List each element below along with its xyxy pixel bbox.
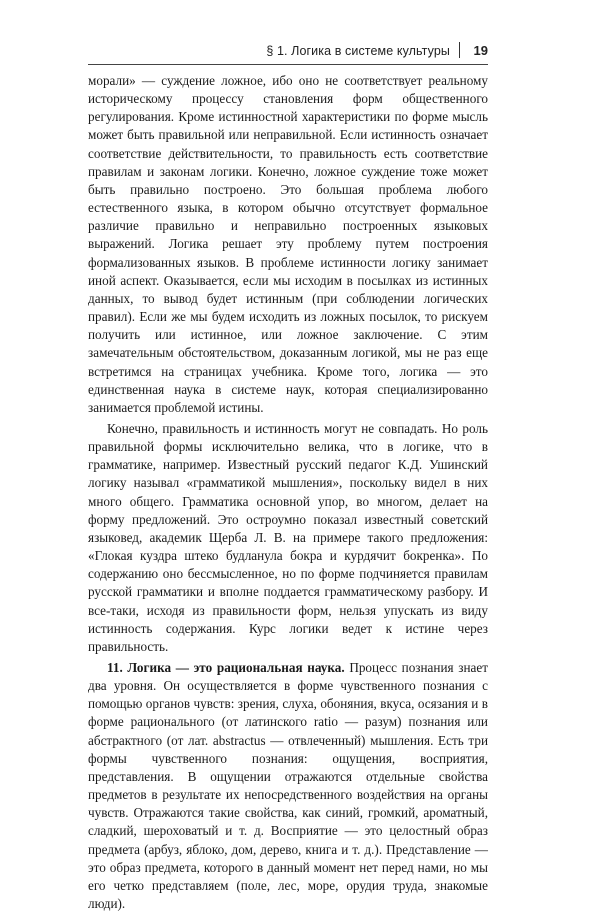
book-page (88, 40, 488, 913)
paragraph-2: Конечно, правильность и истинность могут не совпадать. Но роль правильной формы исключительно велика, что в логике, что в грамматике, например. Известный русский педагог К.Д. Ушинский логику называл «грамматикой мышления», поскольку видел в них много общего. Грамматика основной упор, во многом, делает на форму предложений. Это остроумно показал известный советский языковед, академик Щерба Л. В. на примере такого предложения: «Глокая куздра штеко будланула бокра и курдячит бокренка». По содержанию оно бессмысленное, но по форме подчиняется правилам русской грамматики и вполне поддается грамматическому разбору. И все-таки, исходя из правильности форм, нельзя упускать из виду истинность содержания. Курс логики ведет к истине через правильность. (88, 420, 488, 654)
body-text (88, 72, 488, 913)
section-title: § 1. Логика в системе культуры (266, 44, 450, 58)
running-header (88, 40, 488, 65)
paragraph-3-text: Процесс познания знает два уровня. Он осуществляется в форме чувственного познания с помощью органов чувств: зрения, слуха, обоняния, вкуса, осязания и в форме рационального (от латинского ratio — разум) познания или абстрактного (от лат. abstractus — отвлеченный) мышления. Есть три формы чувственного познания: ощущения, восприятия, представления. В ощущении отражаются отдельные свойства предметов в результате их непосредственного воздействия на органы чувств. Отражаются такие свойства, как синий, громкий, ароматный, сладкий, шероховатый и т. д. Восприятие — это целостный образ предмета (арбуз, яблоко, дом, дерево, книга и т. д.). Представление — это образ предмета, которого в данный момент нет перед нами, но мы его четко представляем (поле, лес, море, орудия труда, знакомые люди). (88, 660, 488, 912)
header-separator (459, 42, 460, 58)
paragraph-3 (88, 659, 488, 913)
page-number: 19 (473, 43, 488, 58)
paragraph-1: морали» — суждение ложное, ибо оно не соответствует реальному историческому процессу становления форм общественного регулирования. Кроме истинностной характеристики по форме мысль может быть правильной или неправильной. Если истинность означает соответствие действительности, то правильность есть соответствие правилам и законам логики. Конечно, ложное суждение тоже может быть правильно построено. Это большая проблема любого естественного языка, в котором обычно отсутствует формальное различие правильно и неправильно построенных языковых выражений. Логика решает эту проблему путем построения формализованных языков. В проблеме истинности логику занимает иной аспект. Оказывается, если мы исходим в посылках из истинных данных, то вывод будет истинным (при соблюдении логических правил). Если же мы будем исходить из ложных посылок, то рискуем получить или истинное, или ложное заключение. С этим замечательным обстоятельством, доказанным логикой, мы не раз еще встретимся на страницах учебника. Кроме того, логика — это единственная наука в системе наук, которая специализированно занимается проблемой истины. (88, 73, 488, 415)
section-heading-11: 11. Логика — это рациональная наука. (107, 660, 345, 675)
